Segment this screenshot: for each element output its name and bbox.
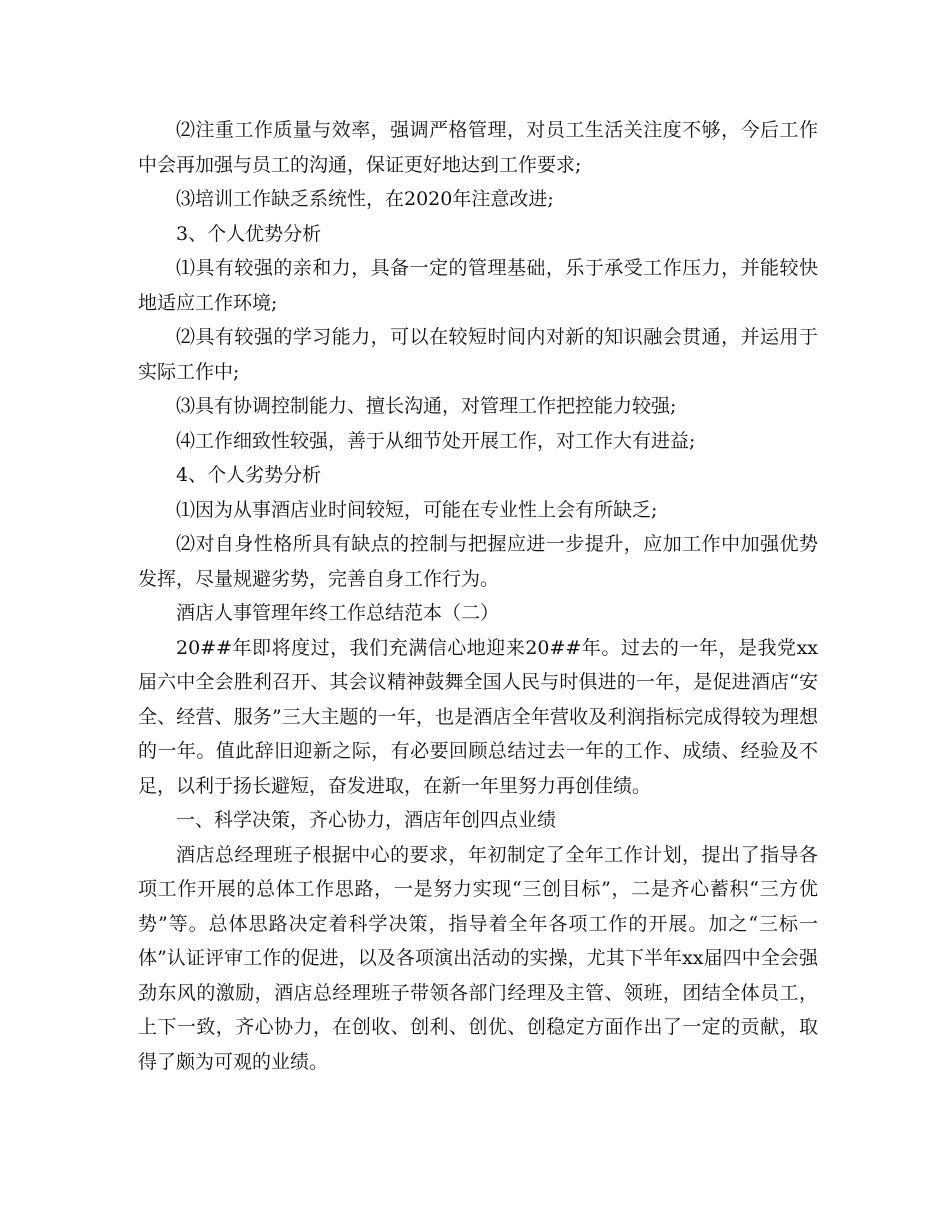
paragraph-improvement-2: ⑵注重工作质量与效率，强调严格管理，对员工生活关注度不够，今后工作中会再加强与员工的沟通，保证更好地达到工作要求;	[138, 119, 818, 176]
document-body	[138, 113, 818, 1079]
paragraph-improvement-3: ⑶培训工作缺乏系统性，在2020年注意改进;	[176, 188, 554, 210]
paragraph-strength-3: ⑶具有协调控制能力、擅长沟通，对管理工作把控能力较强;	[176, 395, 677, 417]
paragraph-intro: 20##年即将度过，我们充满信心地迎来20##年。过去的一年，是我党xx届六中全会胜利召开、其会议精神鼓舞全国人民与时俱进的一年，是促进酒店“安全、经营、服务”三大主题的一年，也是酒店全年营收及利润指标完成得较为理想的一年。值此辞旧迎新之际，有必要回顾总结过去一年的工作、成绩、经验及不足，以利于扬长避短，奋发进取，在新一年里努力再创佳绩。	[138, 636, 818, 797]
heading-personal-weaknesses: 4、个人劣势分析	[176, 464, 322, 486]
heading-scientific-decision: 一、科学决策，齐心协力，酒店年创四点业绩	[176, 809, 557, 831]
paragraph-weakness-1: ⑴因为从事酒店业时间较短，可能在专业性上会有所缺乏;	[176, 498, 658, 521]
paragraph-weakness-2: ⑵对自身性格所具有缺点的控制与把握应进一步提升，应加工作中加强优势发挥，尽量规避劣势，完善自身工作行为。	[138, 533, 818, 590]
section-title-summary-2: 酒店人事管理年终工作总结范本（二）	[176, 602, 500, 624]
heading-personal-strengths: 3、个人优势分析	[176, 222, 322, 245]
paragraph-strength-1: ⑴具有较强的亲和力，具备一定的管理基础，乐于承受工作压力，并能较快地适应工作环境;	[138, 257, 818, 314]
paragraph-strength-4: ⑷工作细致性较强，善于从细节处开展工作，对工作大有进益;	[176, 429, 696, 452]
paragraph-strength-2: ⑵具有较强的学习能力，可以在较短时间内对新的知识融会贯通，并运用于实际工作中;	[138, 326, 818, 383]
paragraph-management-work: 酒店总经理班子根据中心的要求，年初制定了全年工作计划，提出了指导各项工作开展的总体工作思路，一是努力实现“三创目标”，二是齐心蓄积“三方优势”等。总体思路决定着科学决策，指导着全年各项工作的开展。加之“三标一体”认证评审工作的促进，以及各项演出活动的实操，尤其下半年xx届四中全会强劲东风的激励，酒店总经理班子带领各部门经理及主管、领班，团结全体员工，上下一致，齐心协力，在创收、创利、创优、创稳定方面作出了一定的贡献，取得了颇为可观的业绩。	[138, 843, 818, 1073]
